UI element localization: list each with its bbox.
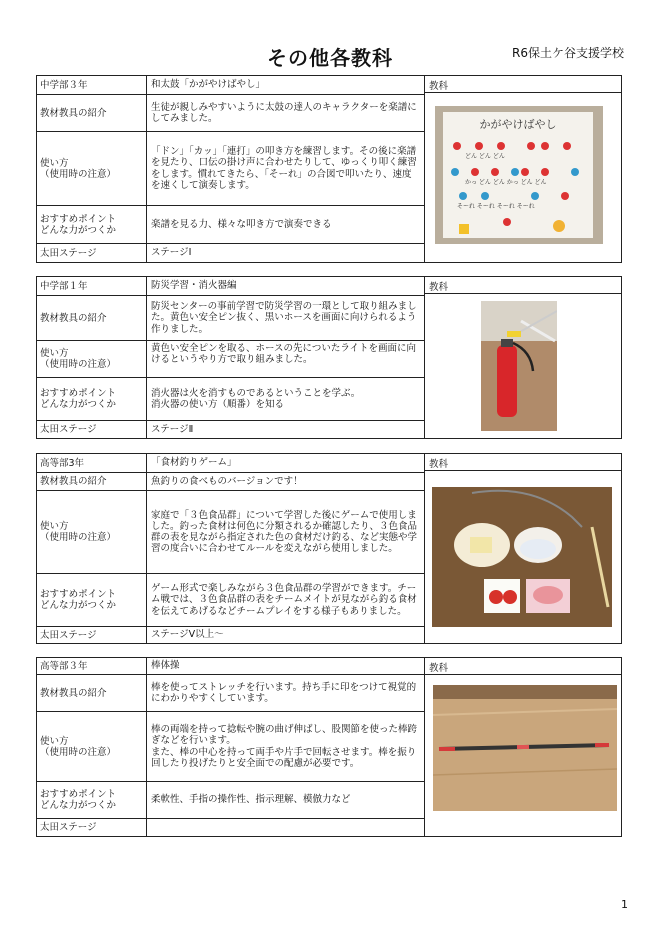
intro-text: 魚釣りの食べものバージョンです！ [151,475,303,487]
ability-label: どんな力がつくか [40,224,117,236]
material-name: 防災学習・消火器編 [151,280,237,292]
point-text: 柔軟性、手指の操作性、指示理解、模倣力など [151,794,351,806]
subject-label: 教科 [425,76,621,93]
usage-text: 「ドン」「カッ」「連打」の叩き方を練習します。その後に楽譜を見たり、口伝の掛け声に合わせたりして、ゆっくり叩く練習をします。慣れてきたら、「そーれ」の合図で叩いたり、速度を速くして演奏します。 [151,146,417,191]
material-name: 和太鼓「かがやけばやし」 [151,79,266,91]
usage-label: 使い方 [40,348,69,359]
point-text: 楽譜を見る力、様々な叩き方で演奏できる [151,218,332,230]
point-label: おすすめポイント [40,388,117,399]
subject-label: 教科 [425,658,621,675]
stage-label: 太田ステージ [37,421,147,438]
intro-label: 教材教具の紹介 [37,473,147,490]
usage-label: 使い方 [40,735,69,747]
material-name: 「食材釣りゲーム」 [151,457,237,469]
material-card-stick-exercise [36,657,622,837]
point-label: おすすめポイント [40,789,117,800]
usage-note-label: （使用時の注意） [40,359,117,370]
usage-text: 家庭で「３色食品群」について学習した後にゲームで使用しました。釣った食材は何色に分類されるか確認したり、３色食品群の表を見ながら指定された色の食材だけ釣る、など実態や学習の度合いに合わせてルールを変えながら使用しました。 [151,509,418,555]
fishing-game-photo [432,487,612,627]
material-card-extinguisher [36,276,622,439]
stage-value: ステージⅡ [151,423,194,435]
score-line-1: どん どん どん [465,153,505,160]
extinguisher-photo [481,301,557,431]
intro-text: 防災センターの事前学習で防災学習の一環として取り組みました。黄色い安全ピン抜く、黒いホースを画面に向けられるよう作りました。 [151,301,417,335]
taiko-score-photo [435,106,603,244]
ability-label: どんな力がつくか [40,800,117,811]
grade-cell: 高等部３年 [37,658,147,674]
grade-cell: 中学部３年 [37,76,147,94]
intro-label: 教材教具の紹介 [37,95,147,131]
stage-label: 太田ステージ [37,627,147,643]
ability-label: どんな力がつくか [40,600,117,611]
grade-cell: 中学部１年 [37,277,147,295]
page-number: 1 [621,898,628,911]
material-card-fishing-game [36,453,622,644]
stage-value: ステージⅤ以上～ [151,629,224,641]
intro-label: 教材教具の紹介 [37,675,147,711]
intro-text: 棒を使ってストレッチを行います。持ち手に印をつけて視覚的にわかりやすくしています。 [151,681,417,704]
point-label: おすすめポイント [40,213,117,225]
point-label: おすすめポイント [40,589,117,600]
material-card-taiko [36,75,622,263]
usage-label: 使い方 [40,521,69,532]
usage-note-label: （使用時の注意） [40,168,117,180]
intro-text: 生徒が親しみやすいように太鼓の達人のキャラクターを楽譜にしてみました。 [151,101,417,124]
point-text: ゲーム形式で楽しみながら３色食品群の学習ができます。チーム戦では、３色食品群の表をチームメイトが見ながら釣る食材を伝えてあげるなどチームプレイをする様子もありました。 [151,583,417,617]
subject-label: 教科 [425,454,621,471]
score-call: そーれ そーれ そーれ そーれ [457,203,535,210]
material-name: 棒体操 [151,660,180,672]
score-line-3: かっ どん どん かっ どん どん [465,179,547,186]
stage-label: 太田ステージ [37,244,147,262]
stage-value: ステージⅠ [151,247,192,259]
stick-photo [433,685,617,811]
school-name: R6保土ケ谷支援学校 [512,46,624,60]
stage-value [147,819,424,836]
usage-text: 黄色い安全ピンを取る、ホースの先についたライトを画面に向けるというやり方で取り組みました。 [151,343,417,366]
subject-label: 教科 [425,277,621,294]
score-title: かがやけばやし [479,118,557,131]
point-text: 消火器は火を消すものであるということを学ぶ。 消火器の使い方（順番）を知る [151,387,361,410]
usage-note-label: （使用時の注意） [40,746,117,758]
intro-label: 教材教具の紹介 [37,296,147,340]
grade-cell: 高等部3年 [37,454,147,472]
stage-label: 太田ステージ [37,819,147,836]
usage-note-label: （使用時の注意） [40,532,117,543]
usage-label: 使い方 [40,157,69,169]
page-title: その他各教科 [267,46,393,70]
usage-text: 棒の両端を持って捻転や腕の曲げ伸ばし、股関節を使った棒跨ぎなどを行います。 また、棒の中心を持って両手や片手で回転させます。棒を振り回したり投げたりと安全面での配慮が必要です。 [151,724,418,769]
ability-label: どんな力がつくか [40,399,117,410]
